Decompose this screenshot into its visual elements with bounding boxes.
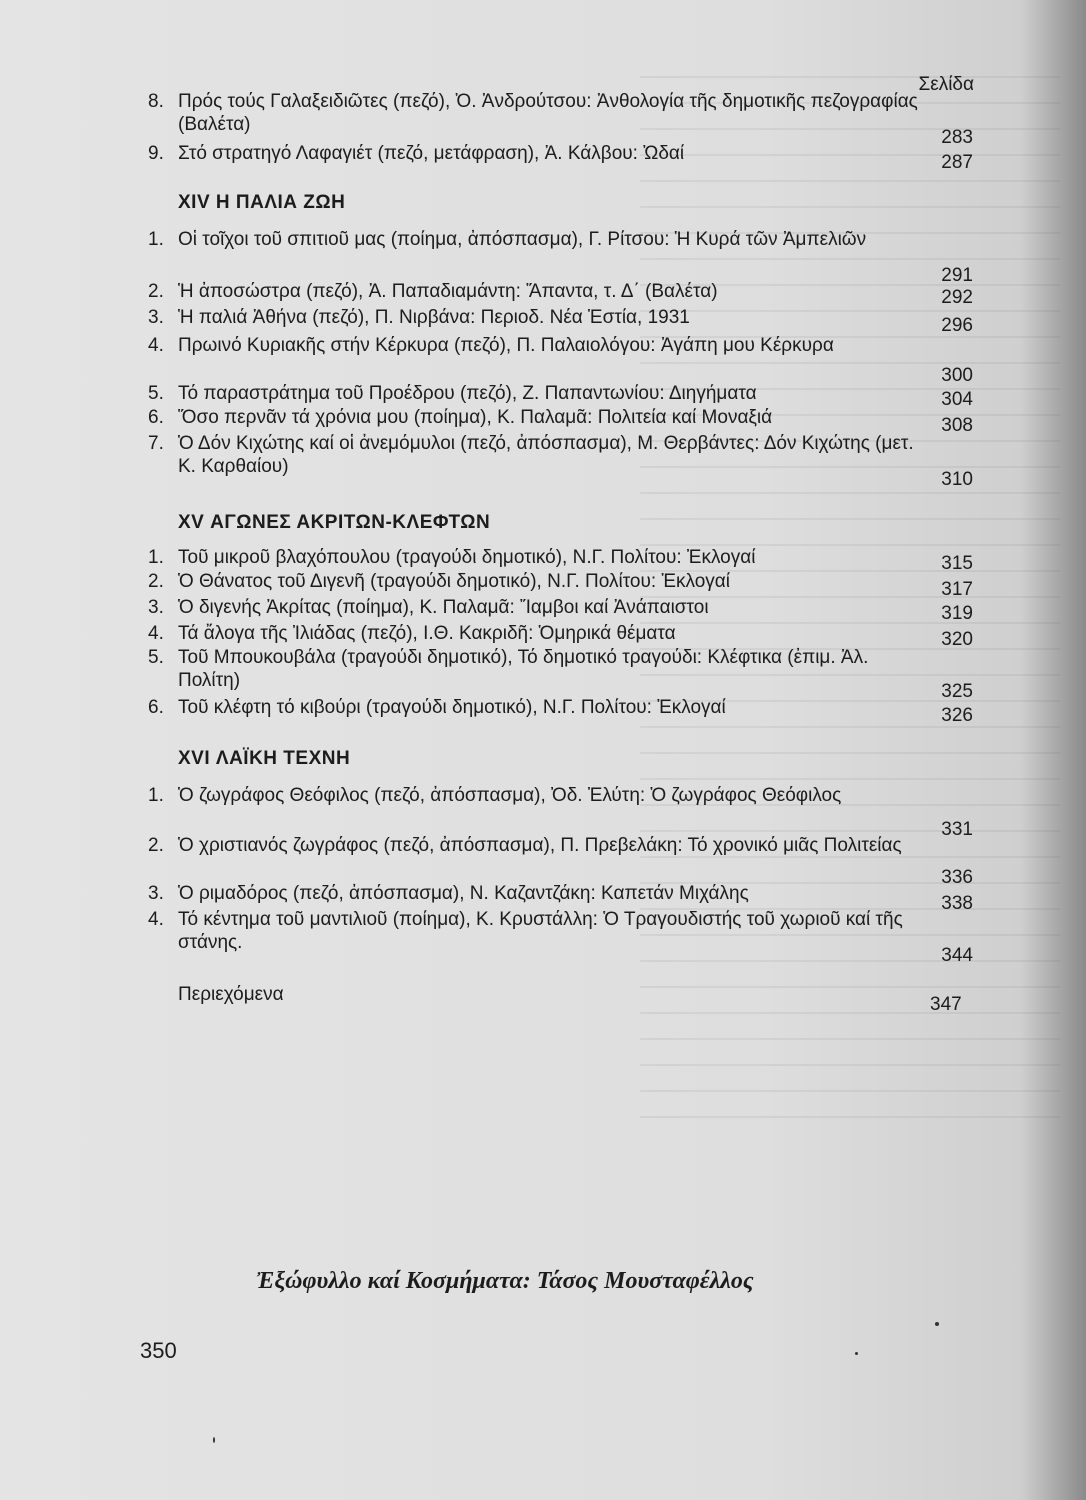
entry-page: 319 xyxy=(941,603,973,624)
entry-text: Ὁ Θάνατος τοῦ Διγενῆ (τραγούδι δημοτικό), Ν.Γ. Πολίτου: Ἐκλογαί xyxy=(178,571,730,592)
entry-text: Ὁ ζωγράφος Θεόφιλος (πεζό, ἀπόσπασμα), Ὀδ. Ἐλύτη: Ὁ ζωγράφος Θεόφιλος xyxy=(178,785,842,806)
entry-number: 4. xyxy=(148,623,164,644)
section-title: XIV Η ΠΑΛΙΑ ΖΩΗ xyxy=(178,192,346,213)
entry-number: 2. xyxy=(148,571,164,592)
contents-entry-label: Περιεχόμενα xyxy=(178,984,284,1005)
entry-text: Ὅσο περνᾶν τά χρόνια μου (ποίημα), Κ. Παλαμᾶ: Πολιτεία καί Μοναξιά xyxy=(178,407,773,428)
entry-page: 296 xyxy=(941,315,973,336)
entry-page: 292 xyxy=(941,287,973,308)
entry-page: 291 xyxy=(941,265,973,286)
entry-page: 326 xyxy=(941,705,973,726)
entry-page: 344 xyxy=(941,945,973,966)
entry-page: 300 xyxy=(941,365,973,386)
page-column-header: Σελίδα xyxy=(918,74,974,95)
entry-text: Ἡ ἀποσώστρα (πεζό), Ἀ. Παπαδιαμάντη: Ἅπαντα, τ. Δ΄ (Βαλέτα) xyxy=(178,281,718,302)
entry-number: 1. xyxy=(148,785,164,806)
entry-number: 2. xyxy=(148,835,164,856)
entry-text: Τά ἄλογα τῆς Ἰλιάδας (πεζό), Ι.Θ. Κακριδῆ: Ὁμηρικά θέματα xyxy=(178,623,676,644)
entry-text: Τοῦ μικροῦ βλαχόπουλου (τραγούδι δημοτικό), Ν.Γ. Πολίτου: Ἐκλογαί xyxy=(178,547,756,568)
entry-text: Τό κέντημα τοῦ μαντιλιοῦ (ποίημα), Κ. Κρυστάλλη: Ὁ Τραγουδιστής τοῦ χωριοῦ καί τῆς στάνης. xyxy=(178,909,903,953)
entry-text: Τό παραστράτημα τοῦ Προέδρου (πεζό), Ζ. Παπαντωνίου: Διηγήματα xyxy=(178,383,757,404)
entry-page: 325 xyxy=(941,681,973,702)
entry-page: 338 xyxy=(941,893,973,914)
entry-number: 1. xyxy=(148,229,164,250)
section-title: XVI ΛΑΪΚΗ ΤΕΧΝΗ xyxy=(178,748,351,769)
entry-text: Στό στρατηγό Λαφαγιέτ (πεζό, μετάφραση), Ἀ. Κάλβου: Ὠδαί xyxy=(178,143,685,164)
entry-number: 3. xyxy=(148,307,164,328)
entry-page: 283 xyxy=(941,127,973,148)
entry-number: 3. xyxy=(148,597,164,618)
entry-number: 6. xyxy=(148,697,164,718)
entry-number: 7. xyxy=(148,433,164,454)
entry-page: 308 xyxy=(941,415,973,436)
scan-speck xyxy=(935,1322,939,1326)
entry-page: 331 xyxy=(941,819,973,840)
entry-text: Ἡ παλιά Ἀθήνα (πεζό), Π. Νιρβάνα: Περιοδ. Νέα Ἑστία, 1931 xyxy=(178,307,690,328)
page-number: 350 xyxy=(140,1338,177,1363)
section-title: XV ΑΓΩΝΕΣ ΑΚΡΙΤΩΝ-ΚΛΕΦΤΩΝ xyxy=(178,512,491,533)
contents-entry-page: 347 xyxy=(930,994,962,1015)
entry-number: 5. xyxy=(148,383,164,404)
entry-page: 317 xyxy=(941,579,973,600)
scan-speck xyxy=(855,1352,858,1355)
entry-page: 315 xyxy=(941,553,973,574)
entry-number: 9. xyxy=(148,143,164,164)
entry-number: 4. xyxy=(148,909,164,930)
entry-text: Ὁ Δόν Κιχώτης καί οἱ ἀνεμόμυλοι (πεζό, ἀπόσπασμα), Μ. Θερβάντες: Δόν Κιχώτης (μετ. Κ. Καρθαίου) xyxy=(178,433,914,477)
entry-number: 1. xyxy=(148,547,164,568)
entry-number: 6. xyxy=(148,407,164,428)
scan-speck xyxy=(213,1437,215,1443)
entry-text: Ὁ ριμαδόρος (πεζό, ἀπόσπασμα), Ν. Καζαντζάκη: Καπετάν Μιχάλης xyxy=(178,883,749,904)
entry-text: Ὁ χριστιανός ζωγράφος (πεζό, ἀπόσπασμα), Π. Πρεβελάκη: Τό χρονικό μιᾶς Πολιτείας xyxy=(178,835,902,856)
entry-text: Τοῦ Μπουκουβάλα (τραγούδι δημοτικό), Τό δημοτικό τραγούδι: Κλέφτικα (ἐπιμ. Ἀλ. Πολίτη) xyxy=(178,647,869,691)
entry-text: Οἱ τοῖχοι τοῦ σπιτιοῦ μας (ποίημα, ἀπόσπασμα), Γ. Ρίτσου: Ἡ Κυρά τῶν Ἀμπελιῶν xyxy=(178,229,867,250)
entry-page: 310 xyxy=(941,469,973,490)
entry-text: Πρωινό Κυριακῆς στήν Κέρκυρα (πεζό), Π. Παλαιολόγου: Ἀγάπη μου Κέρκυρα xyxy=(178,335,834,356)
entry-number: 4. xyxy=(148,335,164,356)
entry-text: Ὁ διγενής Ἀκρίτας (ποίημα), Κ. Παλαμᾶ: Ἴαμβοι καί Ἀνάπαιστοι xyxy=(178,597,709,618)
entry-page: 304 xyxy=(941,389,973,410)
entry-text: Τοῦ κλέφτη τό κιβούρι (τραγούδι δημοτικό), Ν.Γ. Πολίτου: Ἐκλογαί xyxy=(178,697,726,718)
entry-page: 287 xyxy=(941,152,973,173)
entry-page: 336 xyxy=(941,867,973,888)
cover-credit: Ἐξώφυλλο καί Κοσμήματα: Τάσος Μουσταφέλλος xyxy=(256,1268,754,1294)
entry-text: Πρός τούς Γαλαξειδιῶτες (πεζό), Ὀ. Ἀνδρούτσου: Ἀνθολογία τῆς δημοτικῆς πεζογραφίας (Βαλέτα) xyxy=(178,91,918,135)
entry-number: 5. xyxy=(148,647,164,668)
entry-number: 2. xyxy=(148,281,164,302)
entry-page: 320 xyxy=(941,629,973,650)
entry-number: 3. xyxy=(148,883,164,904)
entry-number: 8. xyxy=(148,91,164,112)
